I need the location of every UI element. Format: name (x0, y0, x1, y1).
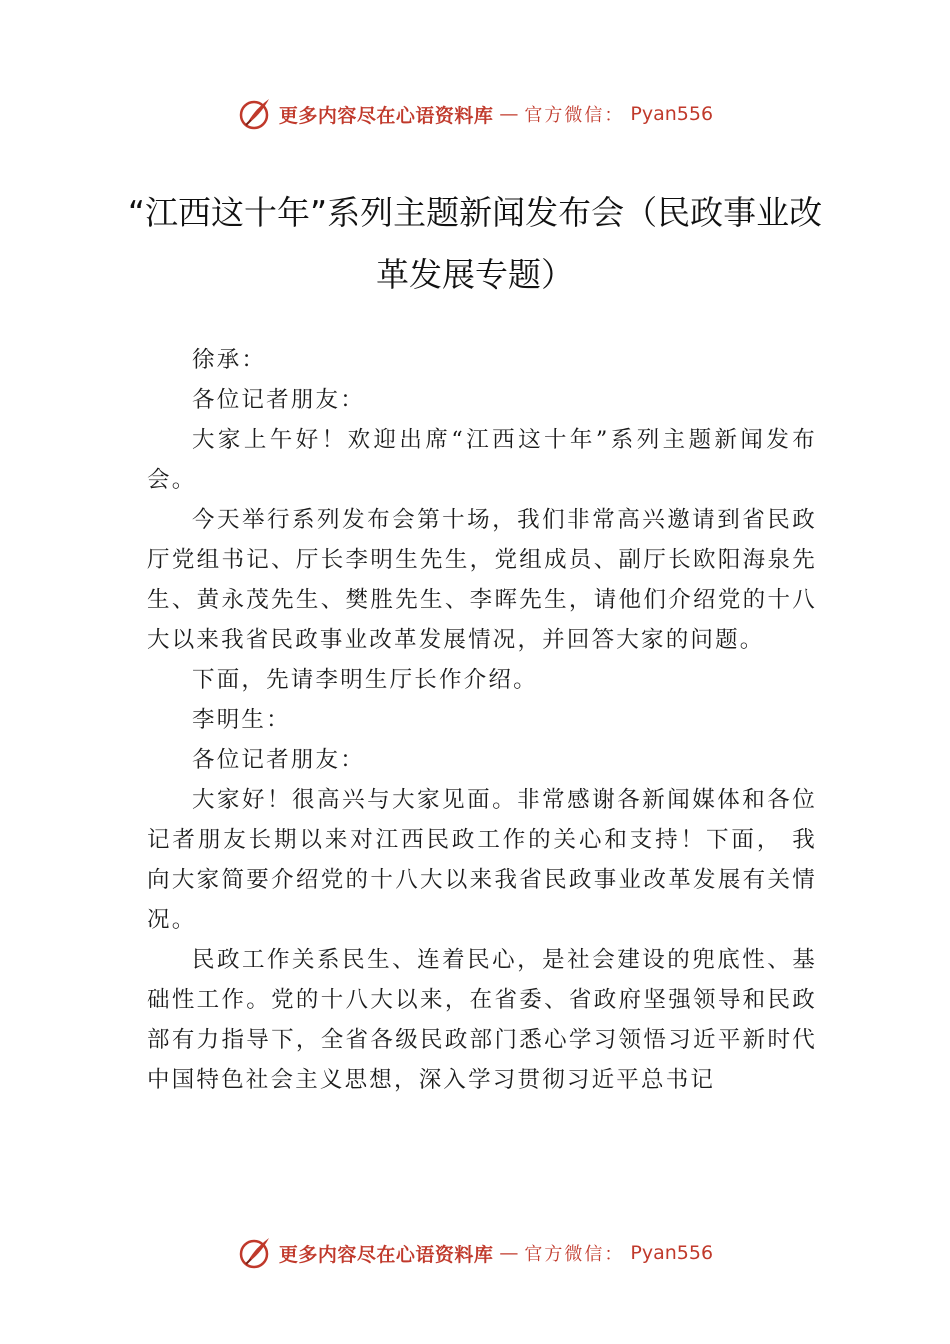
banner-dash: — (499, 1242, 519, 1264)
salutation: 各位记者朋友： (192, 747, 365, 773)
speaker-name: 李明生： (192, 707, 291, 733)
header-banner (0, 94, 950, 134)
banner-brand-text: 更多内容尽在心语资料库 (278, 1243, 494, 1266)
document-title: “江西这十年”系列主题新闻发布会（民政事业改革发展专题） (127, 193, 823, 294)
quill-logo-icon (237, 96, 273, 132)
paragraph: 下面，先请李明生厅长作介绍。 (192, 667, 538, 693)
paragraph: 今天举行系列发布会第十场，我们非常高兴邀请到省民政厅党组书记、厅长李明生先生，党组成员、副厅长欧阳海泉先生、黄永茂先生、樊胜先生、李晖先生，请他们介绍党的十八大以来我省民政事业改革发展情况，并回答大家的问题。 (147, 507, 817, 653)
banner-wechat-id: Pyan556 (630, 1242, 714, 1264)
salutation: 各位记者朋友： (192, 387, 365, 413)
banner-brand-text: 更多内容尽在心语资料库 (278, 104, 494, 127)
footer-banner (0, 1233, 950, 1273)
speaker-name: 徐承： (192, 347, 267, 373)
banner-dash: — (499, 103, 519, 125)
quill-logo-icon (237, 1235, 273, 1271)
banner-wechat-label: 官方微信： (524, 105, 625, 126)
document-body (147, 340, 817, 1100)
banner-wechat-label: 官方微信： (524, 1244, 625, 1265)
paragraph: 民政工作关系民生、连着民心，是社会建设的兜底性、基础性工作。党的十八大以来，在省委、省政府坚强领导和民政部有力指导下，全省各级民政部门悉心学习领悟习近平新时代中国特色社会主义思想，深入学习贯彻习近平总书记 (147, 947, 817, 1093)
paragraph: 大家上午好！欢迎出席“江西这十年”系列主题新闻发布会。 (147, 427, 817, 493)
banner-wechat-id: Pyan556 (630, 103, 714, 125)
paragraph: 大家好！很高兴与大家见面。非常感谢各新闻媒体和各位记者朋友长期以来对江西民政工作的关心和支持！下面， 我向大家简要介绍党的十八大以来我省民政事业改革发展有关情况。 (147, 787, 817, 933)
